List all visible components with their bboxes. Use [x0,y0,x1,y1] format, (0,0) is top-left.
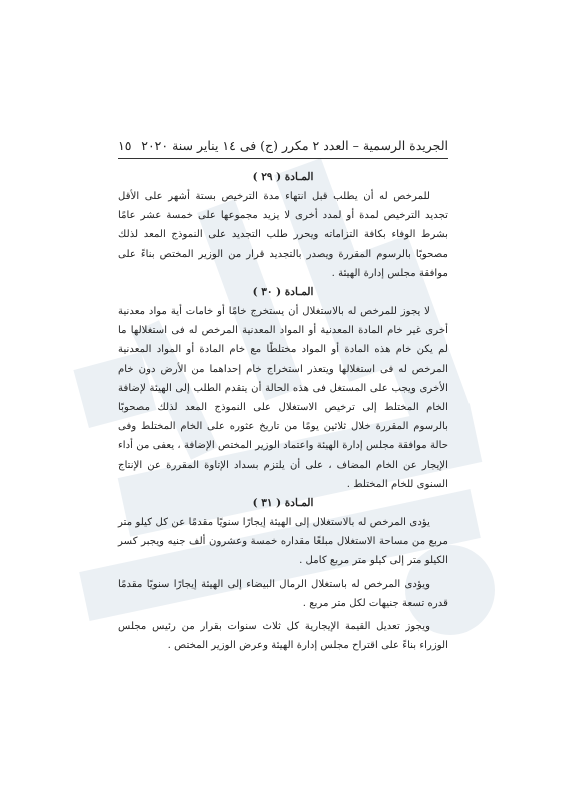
article-31-title: المـادة ( ٣١ ) [252,497,314,510]
article-29-title: المـادة ( ٢٩ ) [252,171,314,183]
page-number: ١٥ [118,137,132,153]
article-30-title: المـادة ( ٣٠ ) [252,286,314,299]
article-30-paragraph-1: لا يجوز للمرخص له بالاستغلال أن يستخرج خامًا أو خامات أية مواد معدنية أخرى غير خام المادة المعدنية أو المواد المعدنية المرخص له فى استغلالها ما لم يكن خام هذه المادة أو المواد مختلطًا مع خام المادة أو المواد المعدنية المرخص له فى استغلالها ويتعذر استخراج خام إحداهما من الأرض دون خام الأخرى ويجب على المستغل فى هذه الحالة أن يتقدم الطلب إلى الهيئة لإضافة الخام المختلط إلى ترخيص الاستغلال على النموذج المعد لذلك مصحوبًا بالرسوم المقررة خلال ثلاثين يومًا من تاريخ عثوره على الخام المختلط وفى حالة موافقة مجلس إدارة الهيئة واعتماد الوزير المختص الإضافة ، يعفى من أداء الإيجار عن الخام المضاف ، على أن يلتزم بسداد الإتاوة المقررة عن الإنتاج السنوى للخام المختلط . [118,306,448,490]
article-31-paragraph-1: يؤدى المرخص له بالاستغلال إلى الهيئة إيجارًا سنويًا مقدمًا عن كل كيلو متر مربع من مساحة الاستغلال مبلغًا مقداره خمسة وعشرون ألف جنيه ويجبر كسر الكيلو متر إلى كيلو متر مربع كامل . [118,517,448,567]
page-header [118,132,448,158]
header-title: الجريدة الرسمية – العدد ٢ مكرر (ج) فى ١٤ يناير سنة ٢٠٢٠ [141,137,448,153]
header-divider [118,158,448,159]
article-31-paragraph-3: ويجوز تعديل القيمة الإيجارية كل ثلاث سنوات بقرار من رئيس مجلس الوزراء بناءً على اقتراح مجلس إدارة الهيئة وعرض الوزير المختص . [118,621,448,652]
document-body [118,168,448,655]
article-31-paragraph-2: ويؤدى المرخص له باستغلال الرمال البيضاء إلى الهيئة إيجارًا سنويًا مقدمًا قدره تسعة جنيهات لكل متر مربع . [118,578,448,609]
article-29-paragraph-1: للمرخص له أن يطلب قبل انتهاء مدة الترخيص بستة أشهر على الأقل تجديد الترخيص لمدة أو لمدد أخرى لا يزيد مجموعها على خمسة عشر عامًا بشرط الوفاء بكافة التزاماته ويحرر طلب التجديد على النموذج المعد لذلك مصحوبًا بالرسوم المقررة ويصدر بالتجديد قرار من الوزير المختص بناءً على موافقة مجلس إدارة الهيئة . [118,191,448,279]
